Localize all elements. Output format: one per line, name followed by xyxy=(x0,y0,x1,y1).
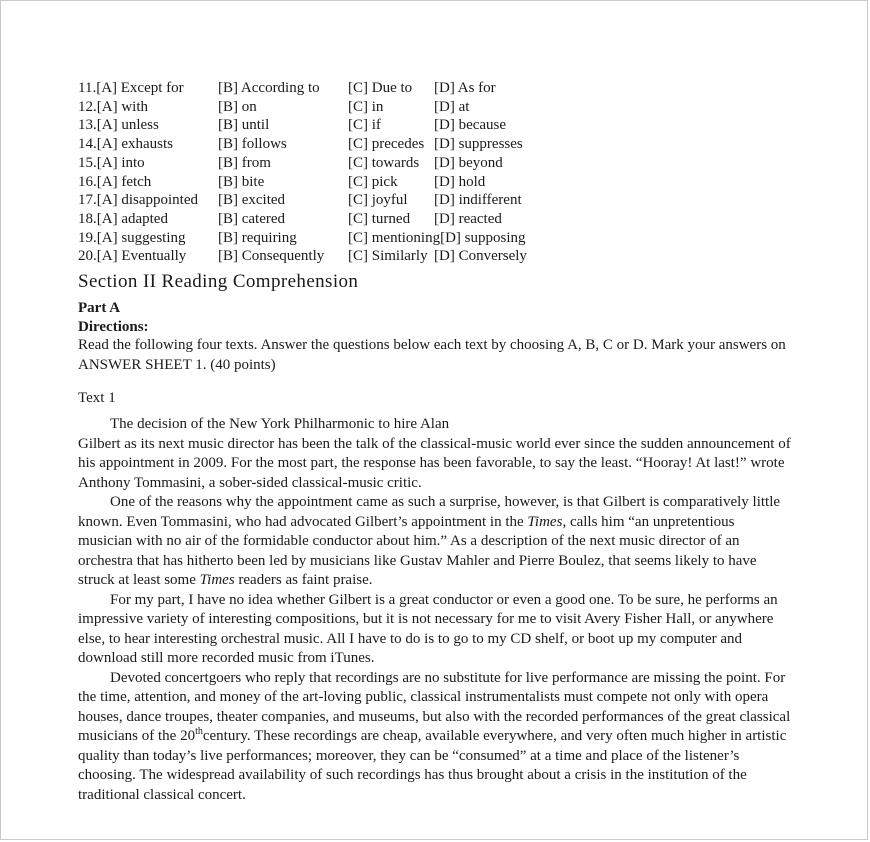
option-cell: 18.[A] adapted xyxy=(78,210,168,227)
passage-text: For my part, I have no idea whether Gilbert is a great conductor or even a good one. To be sure, he performs an impressive variety of interesting compositions, but it is not necessary for me to visit Avery Fisher Hall, or anywhere else, to hear interesting orchestral music. All I have to do is to go to my CD shelf, or boot up my computer and download still more recorded music from iTunes. xyxy=(78,591,778,667)
passage-text-super: th xyxy=(195,726,203,738)
option-row xyxy=(78,229,791,248)
option-cell: [C] Similarly xyxy=(348,248,428,265)
option-cell: 16.[A] fetch xyxy=(78,173,152,190)
passage-paragraph xyxy=(78,415,792,493)
option-row xyxy=(78,247,791,266)
option-cell: [C] pick xyxy=(348,173,398,190)
option-cell: [C] turned xyxy=(348,210,411,227)
option-cell: 12.[A] with xyxy=(78,98,148,115)
option-cell: 15.[A] into xyxy=(78,154,145,171)
option-row xyxy=(78,191,791,210)
passage xyxy=(78,415,792,805)
option-cell: [B] Consequently xyxy=(218,248,325,265)
option-cell: 14.[A] exhausts xyxy=(78,136,173,153)
passage-text: Gilbert as its next music director has been the talk of the classical-music world ever since the sudden announcement of his appointment in 2009. For the most part, the response has been favorable, to say the least. “Hooray! At last!” wrote Anthony Tommasini, a sober-sided classical-music critic. xyxy=(78,435,791,491)
option-cell: [C] if xyxy=(348,117,381,134)
cloze-options-list xyxy=(78,79,791,266)
option-cell: 13.[A] unless xyxy=(78,117,159,134)
option-cell: [B] until xyxy=(218,117,270,134)
option-cell: 20.[A] Eventually xyxy=(78,248,187,265)
option-row xyxy=(78,173,791,192)
option-cell: [D] As for xyxy=(434,80,496,96)
option-cell: [C] mentioning xyxy=(348,229,441,246)
option-cell: [C] precedes xyxy=(348,136,425,153)
option-cell: [D] because xyxy=(434,117,507,134)
directions-text: Read the following four texts. Answer the questions below each text by choosing A, B, C or D. Mark your answers on ANSWER SHEET 1. (40 points) xyxy=(78,337,786,373)
option-cell: 17.[A] disappointed xyxy=(78,192,198,209)
option-row xyxy=(78,79,791,98)
option-cell: [D] suppresses xyxy=(434,136,523,153)
directions-label: Directions: xyxy=(78,318,149,335)
section-heading: Section II Reading Comprehension xyxy=(78,271,359,293)
page-content xyxy=(1,1,867,805)
option-cell: 19.[A] suggesting xyxy=(78,229,186,246)
option-row xyxy=(78,210,791,229)
option-cell: [B] bite xyxy=(218,173,265,190)
option-cell: [C] in xyxy=(348,98,384,115)
option-cell: [B] excited xyxy=(218,192,286,209)
option-row xyxy=(78,135,791,154)
option-cell: [B] follows xyxy=(218,136,287,153)
passage-text-italic: Times xyxy=(199,572,235,589)
passage-paragraph xyxy=(78,493,792,591)
option-cell: [B] catered xyxy=(218,210,286,227)
part-label: Part A xyxy=(78,300,121,317)
passage-text: One of the reasons why the appointment came as such a surprise, however, is that Gilbert is comparatively little known. Even Tommasini, who had advocated Gilbert’s appointment in the xyxy=(78,494,781,530)
passage-text: The decision of the New York Philharmonic to hire Alan xyxy=(110,416,450,433)
passage-text: readers as faint praise. xyxy=(234,572,373,589)
option-row xyxy=(78,98,791,117)
option-cell: [C] towards xyxy=(348,154,420,171)
option-cell: [D] at xyxy=(434,98,470,115)
option-row xyxy=(78,154,791,173)
option-cell: [B] According to xyxy=(218,80,320,96)
passage-text: century. These recordings are cheap, available everywhere, and very often much higher in artistic quality than today’s live performances; moreover, they can be “consumed” at a time and place of the listener’s choosing. The widespread availability of such recordings has thus brought about a crisis in the institution of the traditional classical concert. xyxy=(78,728,787,803)
option-cell: [B] from xyxy=(218,154,271,171)
passage-paragraph xyxy=(78,669,792,806)
option-cell: [D] indifferent xyxy=(434,192,522,209)
text-label: Text 1 xyxy=(78,390,116,407)
passage-paragraph xyxy=(78,591,792,669)
option-cell: [D] beyond xyxy=(434,154,503,171)
passage-text-italic: Times xyxy=(527,513,563,530)
option-cell: [D] supposing xyxy=(440,229,526,246)
option-cell: [D] reacted xyxy=(434,210,502,227)
passage-text: Devoted concertgoers who reply that recordings are no substitute for live performance are missing the point. For the time, attention, and money of the art-loving public, classical instrumentalists must compete not only with opera houses, dance troupes, theater companies, and museums, but also with the recorded performances of the great classical musicians of the 20 xyxy=(78,669,791,745)
option-cell: 11.[A] Except for xyxy=(78,80,184,96)
option-cell: [D] hold xyxy=(434,173,486,190)
option-cell: [C] joyful xyxy=(348,192,408,209)
option-cell: [B] on xyxy=(218,98,257,115)
option-cell: [C] Due to xyxy=(348,80,413,96)
passage-text: , calls him “an unpretentious musician with no air of the formidable conductor about him.” As a description of the next music director of an orchestra that has hitherto been led by musicians like Gustav Mahler and Pierre Boulez, that seems likely to have struck at least some xyxy=(78,513,757,589)
option-row xyxy=(78,116,791,135)
option-cell: [B] requiring xyxy=(218,229,297,246)
option-cell: [D] Conversely xyxy=(434,248,527,265)
